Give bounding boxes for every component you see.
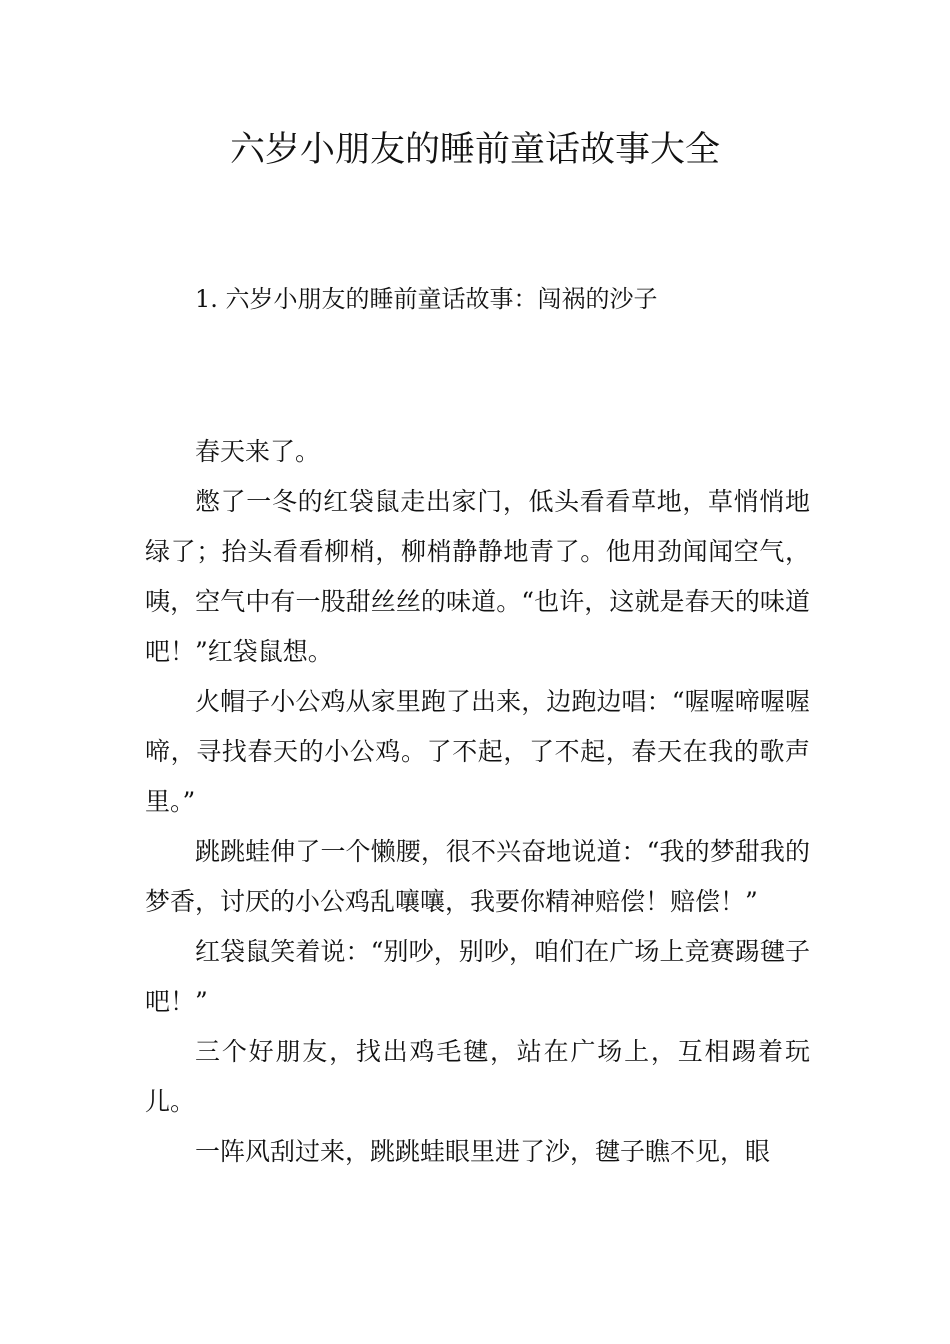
story-body xyxy=(145,427,810,1177)
paragraph: 火帽子小公鸡从家里跑了出来，边跑边唱：“喔喔啼喔喔啼，寻找春天的小公鸡。了不起，了不起，春天在我的歌声里。” xyxy=(145,687,810,816)
section-heading: 1. 六岁小朋友的睡前童话故事：闯祸的沙子 xyxy=(195,285,658,313)
paragraph: 一阵风刮过来，跳跳蛙眼里进了沙，毽子瞧不见，眼 xyxy=(195,1137,771,1166)
document-title: 六岁小朋友的睡前童话故事大全 xyxy=(229,130,720,170)
paragraph: 春天来了。 xyxy=(195,437,321,466)
paragraph: 三个好朋友，找出鸡毛毽，站在广场上，互相踢着玩儿。 xyxy=(145,1037,810,1116)
paragraph: 跳跳蛙伸了一个懒腰，很不兴奋地说道：“我的梦甜我的梦香，讨厌的小公鸡乱嚷嚷，我要你精神赔偿！赔偿！” xyxy=(145,837,810,916)
paragraph: 憋了一冬的红袋鼠走出家门，低头看看草地，草悄悄地绿了；抬头看看柳梢，柳梢静静地青了。他用劲闻闻空气，咦，空气中有一股甜丝丝的味道。“也许，这就是春天的味道吧！”红袋鼠想。 xyxy=(145,487,810,666)
paragraph: 红袋鼠笑着说：“别吵，别吵，咱们在广场上竞赛踢毽子吧！” xyxy=(145,937,810,1016)
